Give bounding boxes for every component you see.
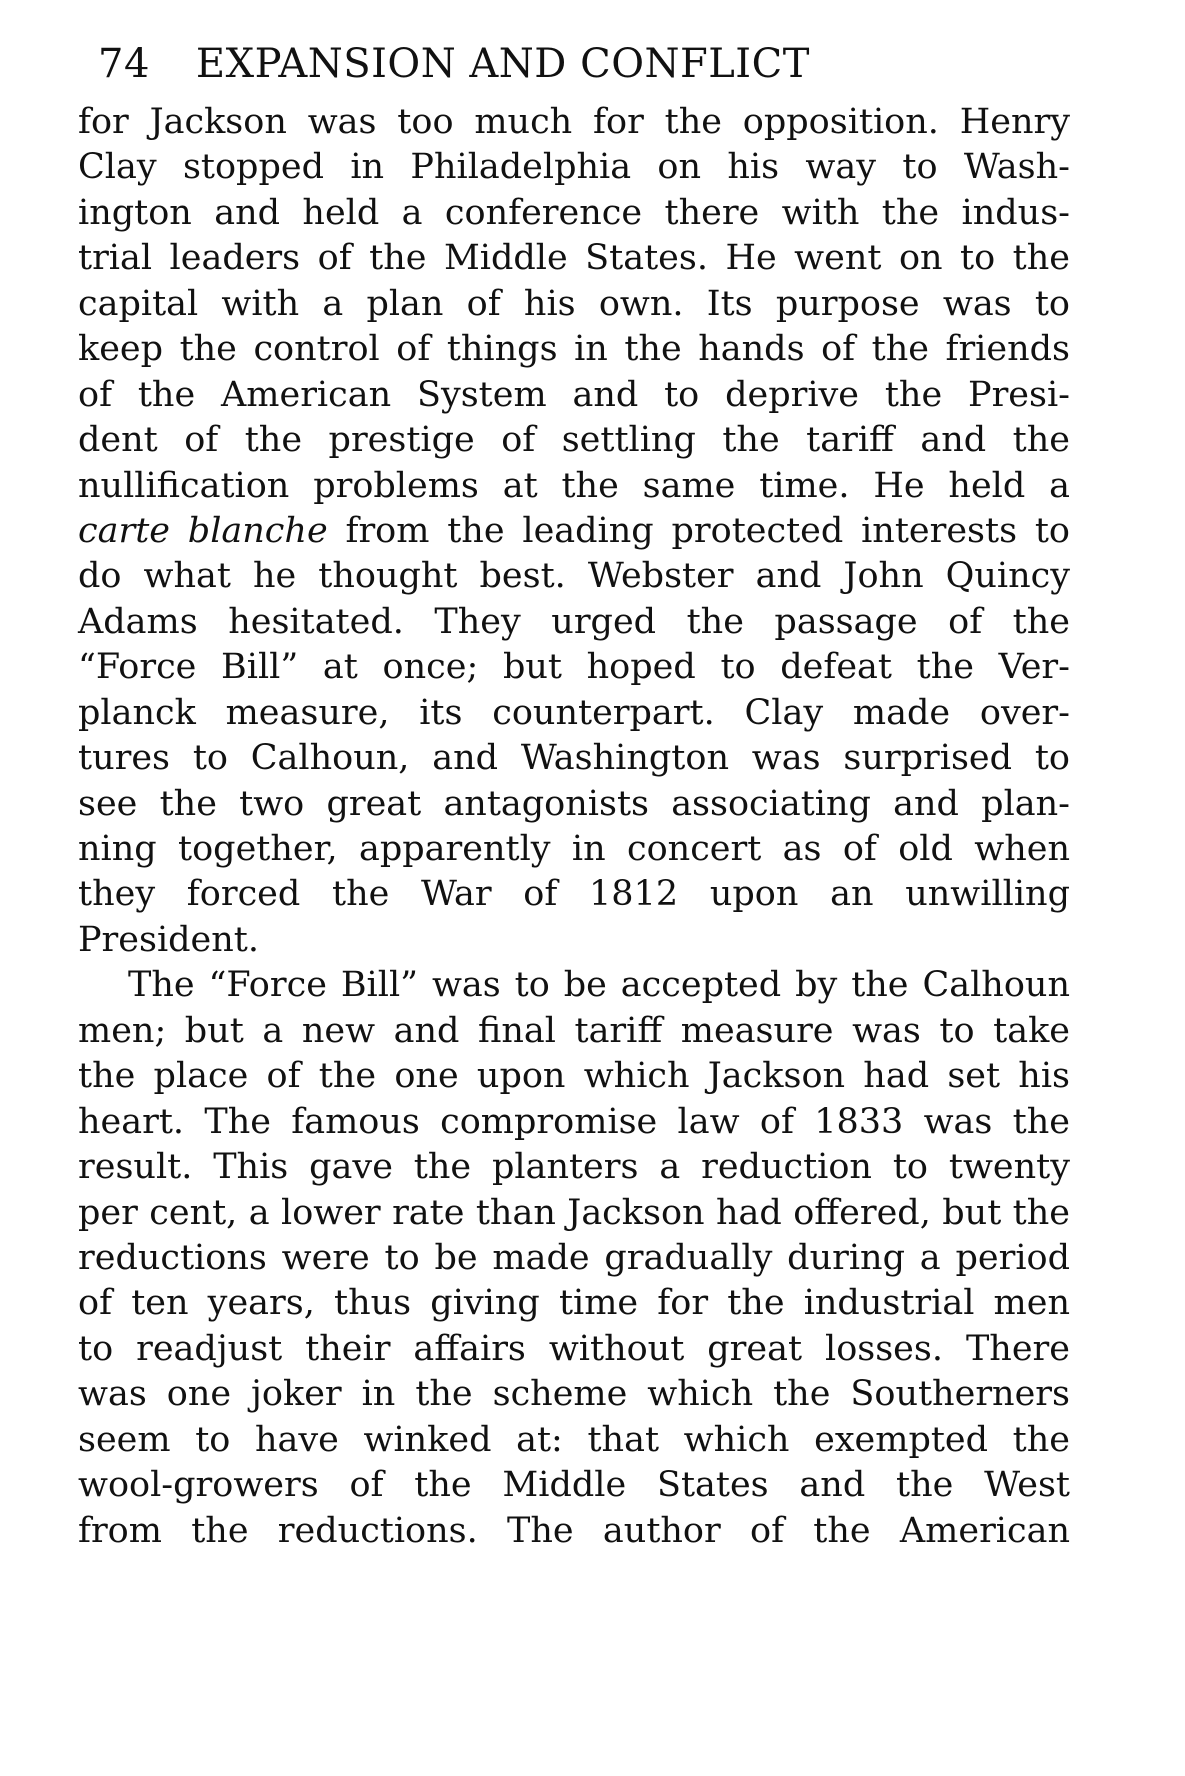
text-line: per cent, a lower rate than Jackson had offered, but the	[78, 1192, 1070, 1233]
paragraph-2	[78, 963, 1070, 1554]
text-line: reductions were to be made gradually during a period	[78, 1237, 1070, 1278]
text-line: heart. The famous compromise law of 1833 was the	[78, 1101, 1070, 1142]
running-head	[98, 34, 938, 94]
text-line: planck measure, its counterpart. Clay made over-	[78, 692, 1070, 733]
text-line: Adams hesitated. They urged the passage of the	[78, 601, 1070, 642]
italic-phrase: carte blanche	[78, 510, 328, 551]
text-line-with-italic	[78, 509, 1070, 554]
text-line: wool-growers of the Middle States and the West	[78, 1465, 1070, 1506]
text-line: ington and held a conference there with the indus-	[78, 192, 1070, 233]
text-line: to readjust their affairs without great losses. There	[78, 1328, 1070, 1369]
text-line: nullification problems at the same time. He held a	[78, 465, 1070, 506]
body-text	[78, 100, 1070, 1554]
text-line: do what he thought best. Webster and John Quincy	[78, 556, 1070, 597]
text-line: the place of the one upon which Jackson had set his	[78, 1056, 1070, 1097]
text-line: President.	[78, 919, 259, 960]
text-line: they forced the War of 1812 upon an unwilling	[78, 874, 1070, 915]
text-line: of the American System and to deprive the Presi-	[78, 374, 1070, 415]
text-line: “Force Bill” at once; but hoped to defeat the Ver-	[78, 647, 1070, 688]
text-line: result. This gave the planters a reduction to twenty	[78, 1147, 1070, 1188]
text-line: The “Force Bill” was to be accepted by the Calhoun	[128, 965, 1070, 1006]
text-line: keep the control of things in the hands of the friends	[78, 329, 1070, 370]
text-line: men; but a new and final tariff measure was to take	[78, 1010, 1070, 1051]
text-line-rest: from the leading protected interests to	[345, 510, 1070, 551]
text-line: trial leaders of the Middle States. He went on to the	[78, 238, 1070, 279]
running-head-title: EXPANSION AND CONFLICT	[195, 41, 810, 87]
text-line: dent of the prestige of settling the tariff and the	[78, 420, 1070, 461]
text-line: of ten years, thus giving time for the industrial men	[78, 1283, 1070, 1324]
text-line: Clay stopped in Philadelphia on his way to Wash-	[78, 147, 1070, 188]
paragraph-1	[78, 100, 1070, 963]
text-line: for Jackson was too much for the opposition. Henry	[78, 102, 1070, 142]
text-line: seem to have winked at: that which exempted the	[78, 1419, 1070, 1460]
text-line: from the reductions. The author of the American	[78, 1510, 1070, 1551]
text-line: tures to Calhoun, and Washington was surprised to	[78, 738, 1070, 779]
text-line: see the two great antagonists associating and plan-	[78, 783, 1070, 824]
text-line: was one joker in the scheme which the Southerners	[78, 1374, 1070, 1415]
page-number: 74	[98, 41, 150, 87]
text-line: capital with a plan of his own. Its purpose was to	[78, 283, 1070, 324]
text-line: ning together, apparently in concert as of old when	[78, 829, 1070, 869]
